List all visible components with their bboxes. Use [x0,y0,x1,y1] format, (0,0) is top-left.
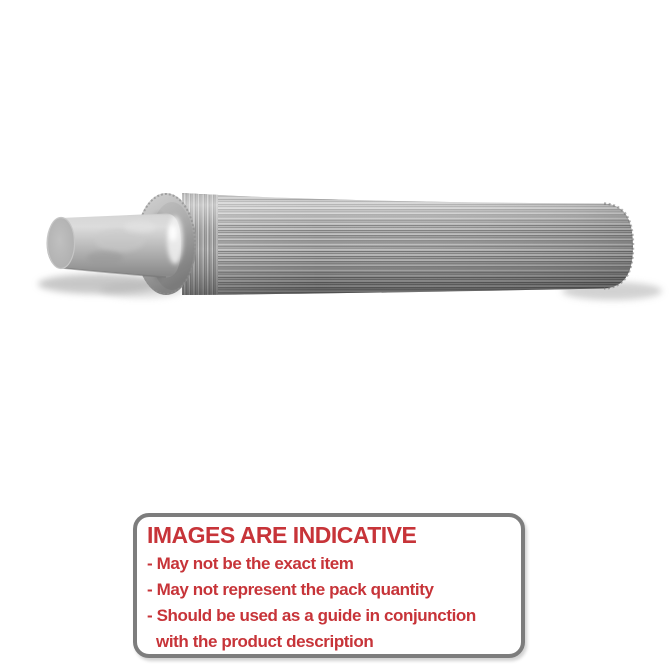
shaft-end-face [48,218,75,269]
notice-line: - Should be used as a guide in conjunction [147,606,476,625]
notice-line: - May not be the exact item [147,554,354,573]
pilot-shaft [46,212,183,280]
notice-line: with the product description [156,632,374,651]
notice-title: IMAGES ARE INDICATIVE [147,522,417,548]
notice-line: - May not represent the pack quantity [147,580,434,599]
toothed-bar [176,189,633,299]
indicative-notice-box [133,513,525,658]
fillet-highlight [167,216,183,264]
